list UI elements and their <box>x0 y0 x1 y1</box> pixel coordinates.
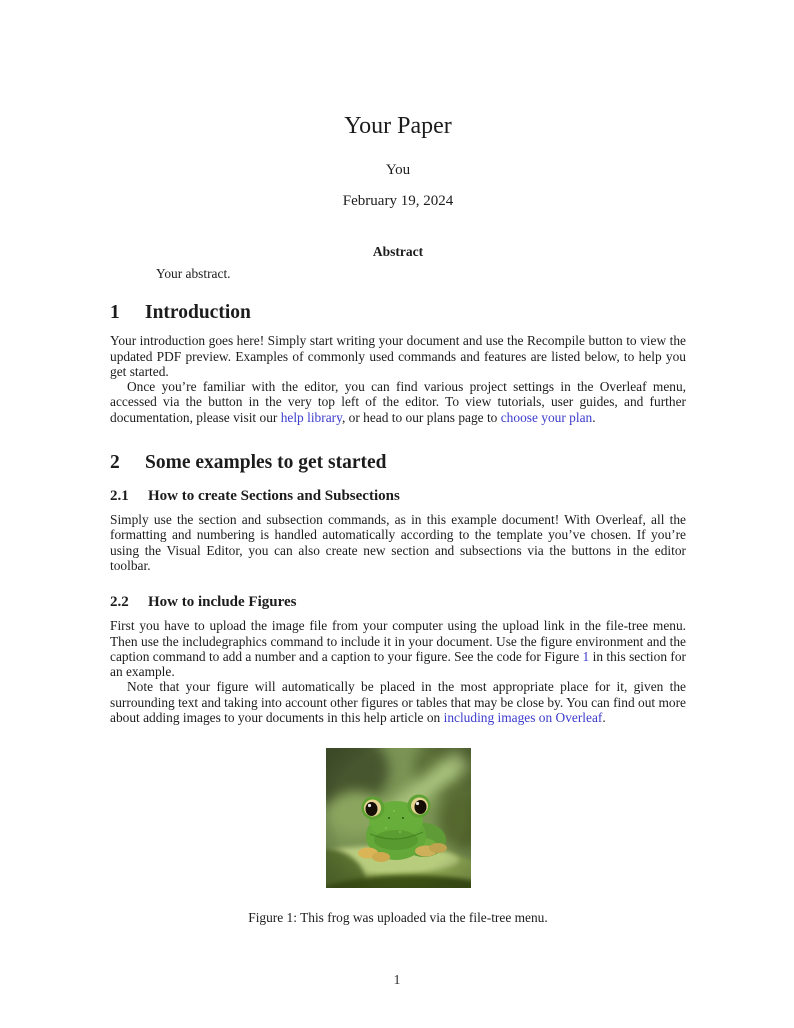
abstract-heading: Abstract <box>372 244 424 259</box>
subsection-2-1-number: 2.1 <box>110 488 129 505</box>
subsection-2-2-paragraph-1-text: in this section for an example. <box>110 648 686 680</box>
paper-title: Your Paper <box>344 113 452 139</box>
subsection-2-2-paragraph-1 <box>110 618 686 679</box>
intro-paragraph-2-text: , or head to our plans page to <box>341 409 501 425</box>
intro-paragraph-2-text: Once you’re familiar with the editor, you can find various project settings in the Overleaf menu, accessed via the button in the very top left of the editor. To view tutorials, user guides, and further documentation, please visit our <box>110 379 686 425</box>
section-1-heading <box>110 301 686 325</box>
subsection-2-2-number: 2.2 <box>110 594 129 611</box>
figure-1 <box>110 748 686 893</box>
intro-paragraph-2-text: . <box>592 409 596 425</box>
section-2-title: Some examples to get started <box>145 452 387 474</box>
section-1-number: 1 <box>110 302 120 324</box>
figure-1-reference-link[interactable]: 1 <box>582 648 590 664</box>
paper-author: You <box>385 162 411 178</box>
page-number: 1 <box>393 972 401 987</box>
subsection-2-2-title: How to include Figures <box>148 594 297 611</box>
frog-photo <box>326 748 471 888</box>
subsection-2-1-paragraph: Simply use the section and subsection commands, as in this example document! With Overleaf, all the formatting and numbering is handled automatically according to the template you’ve chosen. If you’re using the Visual Editor, you can also create new section and subsections via the buttons in the editor toolbar. <box>110 512 686 573</box>
figure-1-caption: Figure 1: This frog was uploaded via the file-tree menu. <box>248 910 548 926</box>
abstract-text: Your abstract. <box>156 266 231 281</box>
subsection-2-2-paragraph-2-text: Note that your figure will automatically be placed in the most appropriate place for it, given the surrounding text and taking into account other figures or tables that may be close by. You can find out more about adding images to your documents in this help article on <box>110 679 686 726</box>
subsection-2-2-paragraph-2 <box>110 679 686 725</box>
section-2-number: 2 <box>110 452 120 474</box>
subsection-2-2-paragraph-1-text: First you have to upload the image file from your computer using the upload link in the file-tree menu. Then use the includegraphics command to include it in your document. Use the figure environment and the caption command to add a number and a caption to your figure. See the code for Figure <box>110 618 686 664</box>
intro-paragraph-1: Your introduction goes here! Simply start writing your document and use the Recompile button to view the updated PDF preview. Examples of commonly used commands and features are listed below, to help you get started. <box>110 333 686 379</box>
help-library-link[interactable]: help library <box>280 409 342 425</box>
subsection-2-2-paragraph-2-text: . <box>602 710 606 726</box>
subsection-2-2-heading <box>110 593 686 611</box>
subsection-2-1-title: How to create Sections and Subsections <box>148 488 400 505</box>
subsection-2-1-heading <box>110 487 686 505</box>
intro-paragraph-2 <box>110 379 686 425</box>
section-1-title: Introduction <box>145 302 251 324</box>
including-images-link[interactable]: including images on Overleaf <box>443 710 603 726</box>
choose-your-plan-link[interactable]: choose your plan <box>500 409 593 425</box>
paper-date: February 19, 2024 <box>342 193 454 209</box>
page-content <box>110 0 686 926</box>
section-2-heading <box>110 451 686 475</box>
